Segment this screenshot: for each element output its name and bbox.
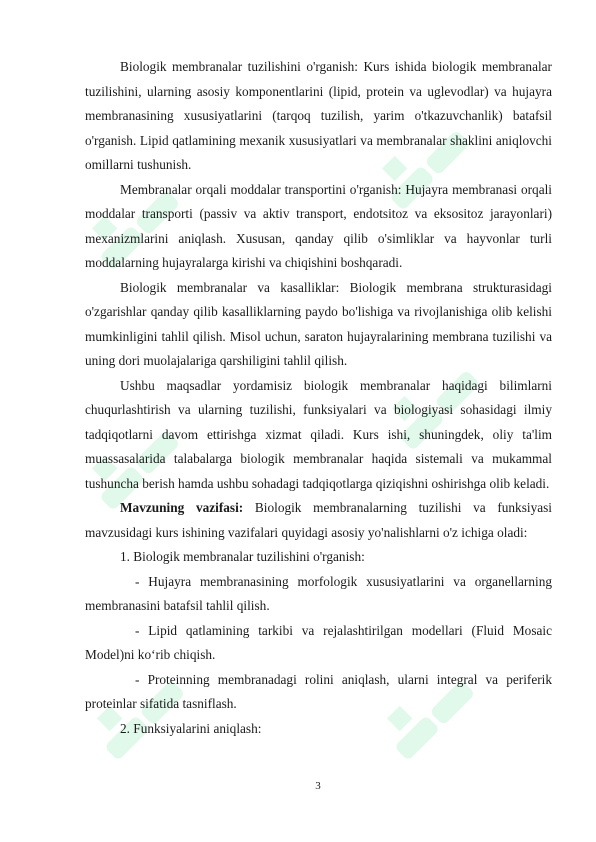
page-number: 3 bbox=[315, 780, 321, 792]
list-item-1: 1. Biologik membranalar tuzilishini o'rganish: bbox=[120, 549, 365, 564]
list-item-2: 2. Funksiyalarini aniqlash: bbox=[120, 720, 262, 736]
task-text: Biologik membranalarning tuzilishi va funksiyasi mavzusidagi kurs ishining vazifalari quyidagi asosiy yo'nalishlarni o'z ichiga oladi: bbox=[85, 500, 552, 540]
paragraph-tasks bbox=[85, 496, 552, 545]
sub-item-morphology: - Hujayra membranasining morfologik xususiyatlarini va organellarning membranasini batafsil tahlil qilish. bbox=[85, 573, 552, 613]
paragraph-goals-summary: Ushbu maqsadlar yordamisiz biologik membranalar haqidagi bilimlarni chuqurlashtirish va ularning tuzilishi, funksiyalari va biologiyasi sohasidagi ilmiy tadqiqotlarni davom ettirishga xizmat qiladi. Kurs ishi, shuningdek, oliy ta'lim muassasalarida talabalarga biologik membranalar haqida sistemali va mukammal tushuncha berish hamda ushbu sohadagi tadqiqotlarga qiziqishni oshirishga olib keladi. bbox=[85, 377, 552, 491]
paragraph-membrane-diseases: Biologik membranalar va kasalliklar: Biologik membrana strukturasidagi o'zgarishlar qanday qilib kasalliklarning paydo bo'lishiga va rivojlanishiga olib kelishi mumkinligini tahlil qilish. Misol uchun, saraton hujayralarining membrana tuzilishi va uning dori muolajalariga qarshiligini tahlil qilish. bbox=[85, 279, 552, 368]
document-body bbox=[85, 55, 552, 741]
sub-item-lipid-layer: - Lipid qatlamining tarkibi va rejalashtirilgan modellari (Fluid Mosaic Model)ni ko‘rib chiqish. bbox=[85, 622, 552, 662]
paragraph-membrane-structure: Biologik membranalar tuzilishini o'rganish: Kurs ishida biologik membranalar tuzilishini, ularning asosiy komponentlarini (lipid, protein va uglevodlar) va hujayra membranasining xususiyatlarini (tarqoq tuzilish, yarim o'tkazuvchanlik) batafsil o'rganish. Lipid qatlamining mexanik xususiyatlari va membranalar shaklini aniqlovchi omillarni tushunish. bbox=[85, 59, 552, 172]
sub-item-proteins: - Proteinning membranadagi rolini aniqlash, ularni integral va periferik proteinlar sifatida tasniflash. bbox=[85, 671, 552, 711]
paragraph-membrane-transport: Membranalar orqali moddalar transportini o'rganish: Hujayra membranasi orqali moddalar transporti (passiv va aktiv transport, endotsitoz va eksositoz jarayonlari) mexanizmlarini aniqlash. Xususan, qanday qilib o'simliklar va hayvonlar turli moddalarning hujayralarga kirishi va chiqishini boshqaradi. bbox=[85, 181, 552, 270]
task-heading: Mavzuning vazifasi: bbox=[120, 500, 244, 515]
